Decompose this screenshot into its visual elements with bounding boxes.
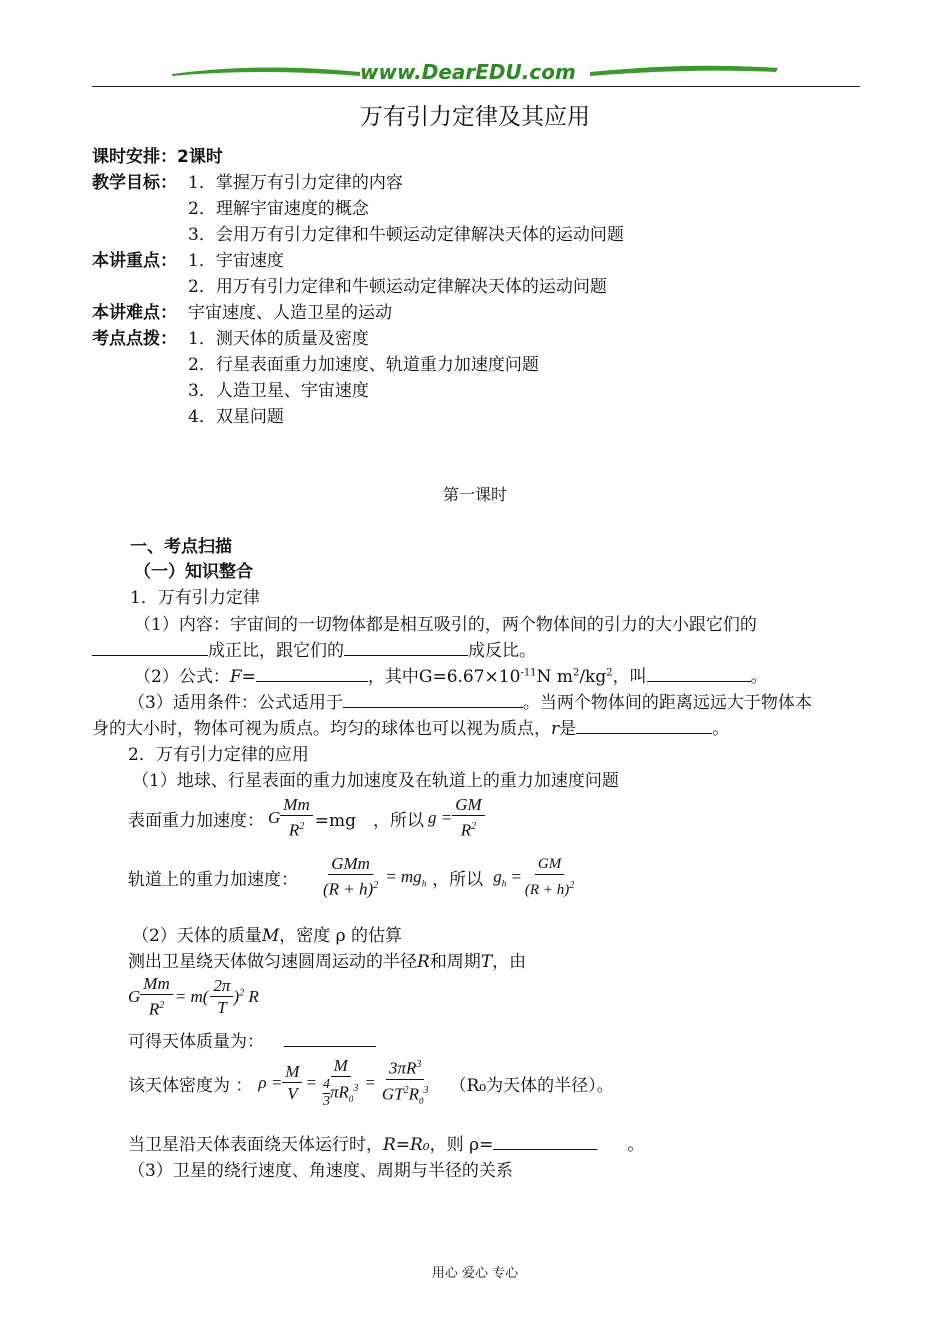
content-line: （1）内容：宇宙间的一切物体都是相互吸引的，两个物体间的引力的大小跟它们的 bbox=[134, 615, 757, 635]
blank-field[interactable] bbox=[576, 717, 712, 734]
condition-line: （3）适用条件：公式适用于 。当两个物体间的距离远远大于物体本 bbox=[128, 693, 812, 713]
condition-line: 身的大小时，物体可视为质点。均匀的球体也可以视为质点，r是 。 bbox=[92, 719, 730, 739]
surface-orbit-line: 当卫星沿天体表面绕天体运行时，R=R₀，则 ρ= 。 bbox=[128, 1135, 645, 1155]
app-line: （2）天体的质量M，密度 ρ 的估算 bbox=[132, 926, 403, 946]
blank-field[interactable] bbox=[343, 691, 523, 708]
mass-formula: G $\frac{Mm}{R^2}$ = m( $\frac{2\pi}{T}$ )$^2$ R bbox=[128, 974, 259, 1019]
page-title: 万有引力定律及其应用 bbox=[360, 104, 590, 130]
app-line: （3）卫星的绕行速度、角速度、周期与半径的关系 bbox=[128, 1161, 513, 1181]
formula-line: （2）公式：F= ，其中$G=6.67\times 10^{-11}N$ $m^2/kg^2$，叫 。 bbox=[134, 667, 768, 687]
app-line: （1）地球、行星表面的重力加速度及在轨道上的重力加速度问题 bbox=[132, 771, 619, 791]
logo-text: www.DearEDU.com bbox=[360, 60, 576, 84]
point-item: 3．人造卫星、宇宙速度 bbox=[188, 381, 369, 401]
header-logo bbox=[170, 58, 780, 88]
point-item: 4．双星问题 bbox=[188, 407, 284, 427]
goal-item: 2．理解宇宙速度的概念 bbox=[188, 199, 369, 219]
focus-item: 1．宇宙速度 bbox=[188, 251, 284, 271]
blank-field[interactable] bbox=[647, 665, 751, 682]
difficulty-text: 宇宙速度、人造卫星的运动 bbox=[188, 303, 392, 323]
subsection-heading: （一）知识整合 bbox=[134, 562, 253, 582]
footer-text: 用心 爱心 专心 bbox=[431, 1266, 519, 1281]
density-formula: 该天体密度为 ： ρ = $\frac{M}{V}$ = M $\frac{4}{3}$ $\pi R_0^3$ = $\frac{3\pi R^3}{GT^2R_0^3}$ （R₀为天体的半径）。 bbox=[128, 1056, 614, 1110]
section-heading: 一、考点扫描 bbox=[130, 537, 232, 557]
focus-item: 2．用万有引力定律和牛顿运动定律解决天体的运动问题 bbox=[188, 277, 607, 297]
header-rule bbox=[92, 86, 860, 87]
difficulty-label: 本讲难点： bbox=[92, 303, 177, 323]
focus-label: 本讲重点： bbox=[92, 251, 177, 271]
blank-field[interactable] bbox=[284, 1030, 376, 1047]
blank-field[interactable] bbox=[92, 639, 208, 656]
point-item: 2．行星表面重力加速度、轨道重力加速度问题 bbox=[188, 355, 539, 375]
app-line: 测出卫星绕天体做匀速圆周运动的半径R和周期T，由 bbox=[128, 952, 527, 972]
lesson-title: 第一课时 bbox=[442, 485, 507, 504]
blank-field[interactable] bbox=[344, 639, 468, 656]
goals-label: 教学目标： bbox=[92, 173, 177, 193]
point-item: 1．测天体的质量及密度 bbox=[188, 329, 369, 349]
points-label: 考点点拨： bbox=[92, 329, 177, 349]
surface-formula: 表面重力加速度： G $\frac{Mm}{R^2}$ =mg ，所以 g = $\frac{GM}{R^2}$ bbox=[128, 795, 485, 842]
content-line: 成正比，跟它们的 成反比。 bbox=[92, 636, 536, 661]
blank-field[interactable] bbox=[256, 665, 368, 682]
goal-item: 3．会用万有引力定律和牛顿运动定律解决天体的运动问题 bbox=[188, 225, 624, 245]
orbit-formula: 轨道上的重力加速度： $\frac{\text{GMm}}{(R + h)^2}$ = $mg_h$ ，所以 $g_h$ = $\frac{GM}{(R + h)^2}$ bbox=[128, 854, 575, 899]
item-heading: 2．万有引力定律的应用 bbox=[128, 745, 309, 765]
hours-label: 课时安排：2课时 bbox=[92, 147, 223, 167]
item-heading: 1．万有引力定律 bbox=[130, 588, 260, 608]
blank-field[interactable] bbox=[493, 1133, 597, 1150]
goal-item: 1．掌握万有引力定律的内容 bbox=[188, 173, 403, 193]
mass-line: 可得天体质量为： bbox=[128, 1027, 376, 1052]
